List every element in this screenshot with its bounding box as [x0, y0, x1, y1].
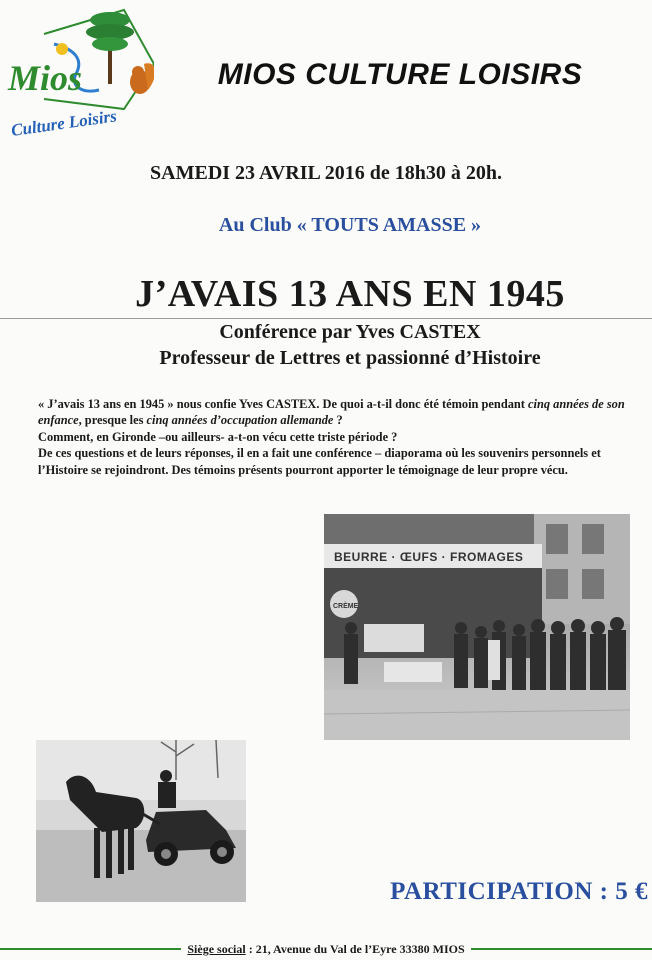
logo-brand-text: Mios [8, 58, 83, 98]
squirrel-icon [130, 63, 154, 94]
description-paragraph-1: « J’avais 13 ans en 1945 » nous confie Yves CASTEX. De quoi a-t-il donc été témoin pendant cinq années de son enfance, presque les cinq années d’occupation allemande ? [38, 397, 625, 428]
photo-shop-queue [324, 514, 630, 740]
event-description [38, 396, 638, 478]
footer-line-left [0, 948, 181, 950]
logo-tagline-text: Culture Loisirs [9, 106, 118, 140]
description-paragraph-3: De ces questions et de leurs réponses, il en a fait une conférence – diaporama où les souvenirs personnels et l’Histoire se rejoindront. Des témoins présents pourront apporter le témoignage de leur propre vécu. [38, 446, 601, 477]
footer-line-right [471, 948, 652, 950]
footer [0, 940, 652, 958]
event-subtitle: Conférence par Yves CASTEX [219, 321, 481, 343]
event-venue: Au Club « TOUTS AMASSE » [218, 214, 482, 236]
description-paragraph-2: Comment, en Gironde –ou ailleurs- a-t-on vécu cette triste période ? [38, 429, 398, 444]
shop-sign: BEURRE · ŒUFS · FROMAGES [334, 550, 524, 564]
shop-sign-cream: CRÈME [333, 603, 359, 610]
footer-address-text: : 21, Avenue du Val de l’Eyre 33380 MIOS [245, 941, 465, 956]
footer-address [181, 942, 470, 957]
org-title: MIOS CULTURE LOISIRS [217, 58, 583, 91]
pine-tree-icon [86, 12, 134, 84]
divider [0, 318, 652, 319]
photo-horse-car [36, 740, 246, 902]
event-date: SAMEDI 23 AVRIL 2016 de 18h30 à 20h. [150, 162, 502, 184]
page-title: J’AVAIS 13 ANS EN 1945 [135, 273, 565, 315]
participation-price: PARTICIPATION : 5 € [390, 878, 648, 905]
logo [4, 4, 154, 144]
event-speaker-role: Professeur de Lettres et passionné d’Histoire [159, 347, 541, 369]
footer-label: Siège social [187, 941, 246, 956]
